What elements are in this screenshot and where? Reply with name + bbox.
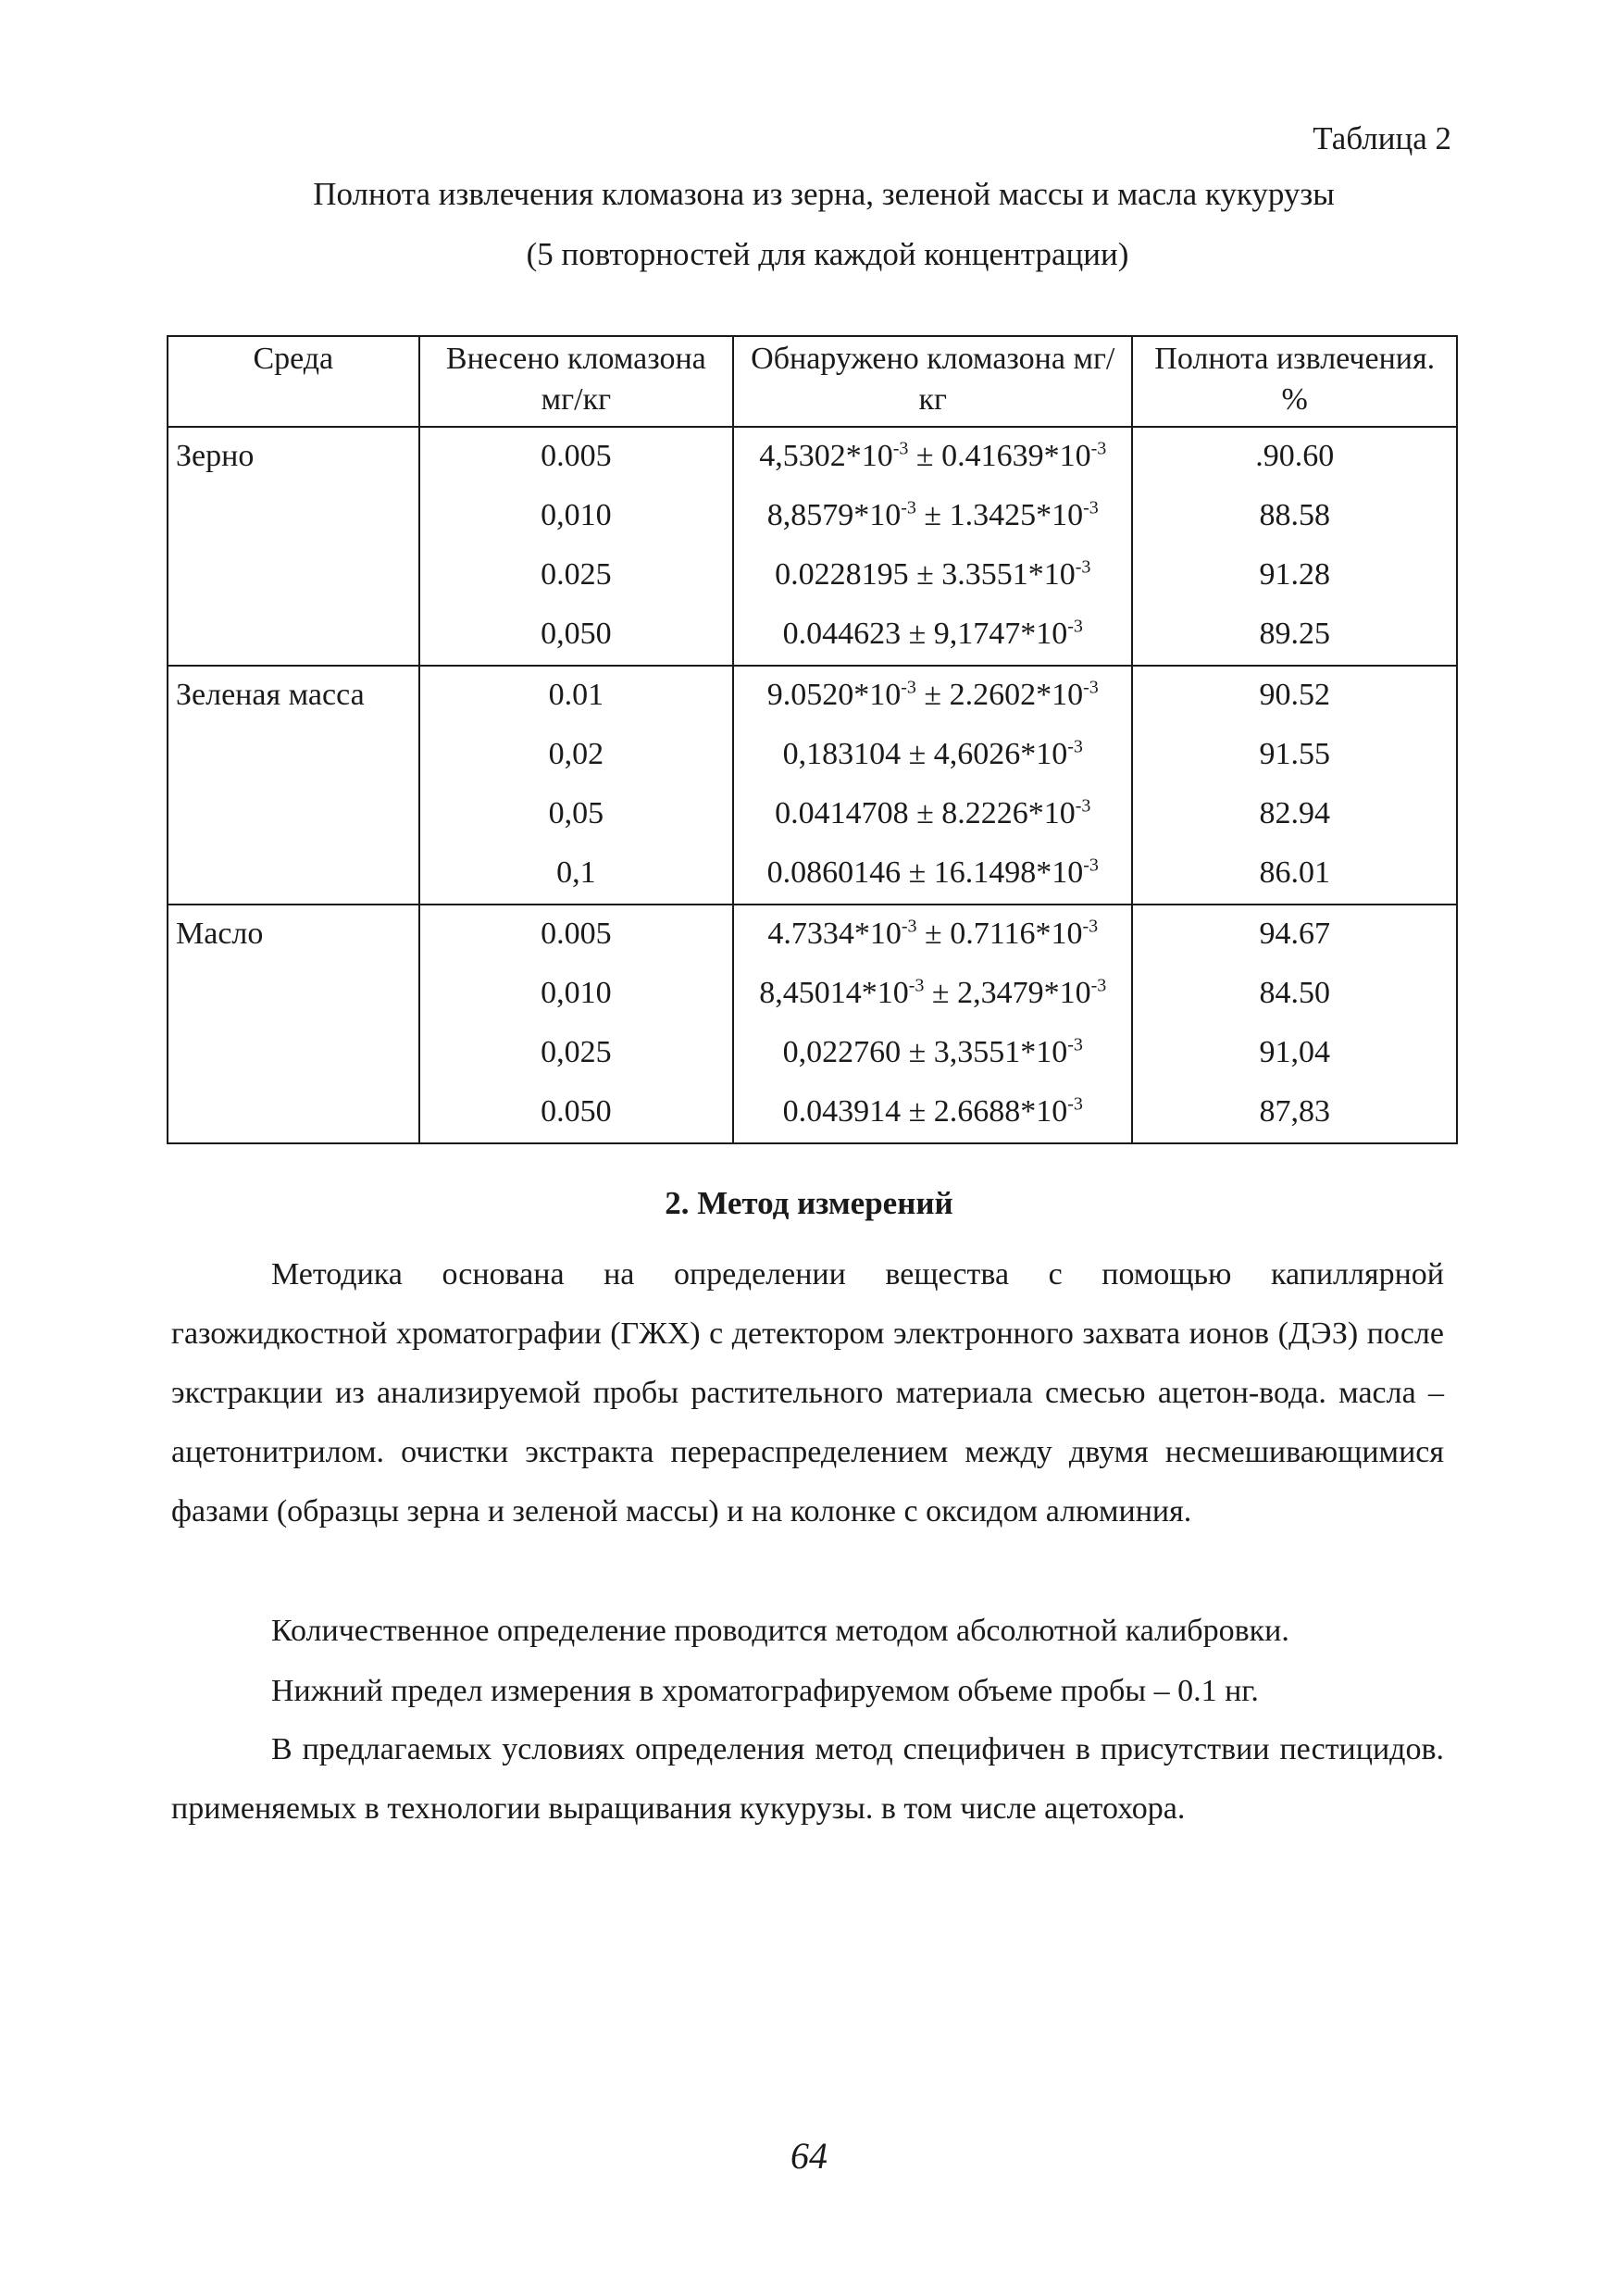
cell-added: 0,02 (419, 726, 734, 785)
cell-env: Зерно (168, 427, 419, 487)
cell-recovery: .90.60 (1132, 427, 1457, 487)
cell-recovery: 82.94 (1132, 785, 1457, 844)
cell-env (168, 785, 419, 844)
paragraph-method-text: Методика основана на определении вещества с помощью капиллярной газожидкостной хроматографии (ГЖХ) с детектором электронного захвата ионов (ДЭЗ) после экстракции из анализируемой пробы растительного материала смесью ацетон-вода. масла – ацетонитрилом. очистки экстракта перераспределением между двумя несмешивающимися фазами (образцы зерна и зеленой массы) и на колонке с оксидом алюминия. (171, 1257, 1444, 1529)
cell-recovery: 91,04 (1132, 1024, 1457, 1083)
cell-added: 0.01 (419, 666, 734, 726)
cell-recovery: 86.01 (1132, 844, 1457, 905)
cell-env (168, 605, 419, 666)
header-found: Обнаружено кломазона мг/кг (733, 336, 1132, 427)
cell-env: Масло (168, 905, 419, 965)
header-added: Внесено кломазона мг/кг (419, 336, 734, 427)
table-row (168, 487, 1457, 546)
cell-found: $0.0414708 \pm 8.2226*10^{-3}$ (733, 785, 1132, 844)
table-row (168, 546, 1457, 605)
table-row (168, 965, 1457, 1024)
cell-found: $0.044623 \pm 9,1747*10^{-3}$ (733, 605, 1132, 666)
cell-env (168, 726, 419, 785)
table-subtitle: (5 повторностей для каждой концентрации) (526, 236, 1129, 272)
cell-recovery: 89.25 (1132, 605, 1457, 666)
cell-env (168, 1083, 419, 1143)
paragraph-limit (171, 1662, 1444, 1721)
table-row (168, 605, 1457, 666)
cell-recovery: 87,83 (1132, 1083, 1457, 1143)
cell-found: $0.0228195 \pm 3.3551*10^{-3}$ (733, 546, 1132, 605)
paragraph-specificity-text: В предлагаемых условиях определения метод специфичен в присутствии пестицидов. применяемых в технологии выращивания кукурузы. в том числе ацетохора. (171, 1732, 1444, 1826)
table-label: Таблица 2 (1313, 120, 1451, 156)
table-row (168, 844, 1457, 905)
cell-env (168, 546, 419, 605)
cell-found: $4.7334*10^{-3} \pm 0.7116*10^{-3}$ (733, 905, 1132, 965)
cell-added: 0,050 (419, 605, 734, 666)
cell-found: $8,8579*10^{-3} \pm 1.3425*10^{-3}$ (733, 487, 1132, 546)
recovery-table (167, 335, 1458, 1144)
cell-recovery: 91.55 (1132, 726, 1457, 785)
cell-env: Зеленая масса (168, 666, 419, 726)
paragraph-specificity (171, 1720, 1444, 1839)
cell-env (168, 487, 419, 546)
cell-recovery: 94.67 (1132, 905, 1457, 965)
paragraph-calibration-text: Количественное определение проводится методом абсолютной калибровки. (271, 1614, 1289, 1648)
cell-added: 0,010 (419, 965, 734, 1024)
cell-env (168, 844, 419, 905)
table-row (168, 1083, 1457, 1143)
page-number: 64 (790, 2135, 828, 2177)
table-row (168, 726, 1457, 785)
cell-added: 0.005 (419, 905, 734, 965)
header-env: Среда (168, 336, 419, 427)
table-row (168, 666, 1457, 726)
cell-recovery: 84.50 (1132, 965, 1457, 1024)
cell-recovery: 90.52 (1132, 666, 1457, 726)
cell-env (168, 965, 419, 1024)
cell-recovery: 91.28 (1132, 546, 1457, 605)
table-row (168, 1024, 1457, 1083)
table-header-row (168, 336, 1457, 427)
cell-found: $0.0860146 \pm 16.1498*10^{-3}$ (733, 844, 1132, 905)
paragraph-limit-text: Нижний предел измерения в хроматографируемом объеме пробы – 0.1 нг. (271, 1674, 1259, 1708)
table-body (168, 427, 1457, 1143)
table-row (168, 427, 1457, 487)
cell-recovery: 88.58 (1132, 487, 1457, 546)
cell-found: $0,183104 \pm 4,6026*10^{-3}$ (733, 726, 1132, 785)
table-row (168, 905, 1457, 965)
cell-found: $8,45014*10^{-3} \pm 2,3479*10^{-3}$ (733, 965, 1132, 1024)
cell-added: 0,025 (419, 1024, 734, 1083)
paragraph-calibration (171, 1602, 1444, 1661)
cell-env (168, 1024, 419, 1083)
cell-added: 0,05 (419, 785, 734, 844)
cell-added: 0.005 (419, 427, 734, 487)
cell-added: 0.050 (419, 1083, 734, 1143)
table-row (168, 785, 1457, 844)
section-title: 2. Метод измерений (665, 1185, 953, 1221)
cell-found: $9.0520*10^{-3} \pm 2.2602*10^{-3}$ (733, 666, 1132, 726)
cell-added: 0.025 (419, 546, 734, 605)
paragraph-method (171, 1245, 1444, 1541)
cell-found: $4,5302*10^{-3} \pm 0.41639*10^{-3}$ (733, 427, 1132, 487)
table-title: Полнота извлечения кломазона из зерна, зеленой массы и масла кукурузы (313, 176, 1335, 212)
cell-found: $0.043914 \pm 2.6688*10^{-3}$ (733, 1083, 1132, 1143)
header-recovery: Полнота извлечения. % (1132, 336, 1457, 427)
cell-added: 0,010 (419, 487, 734, 546)
cell-added: 0,1 (419, 844, 734, 905)
cell-found: $0,022760 \pm 3,3551*10^{-3}$ (733, 1024, 1132, 1083)
